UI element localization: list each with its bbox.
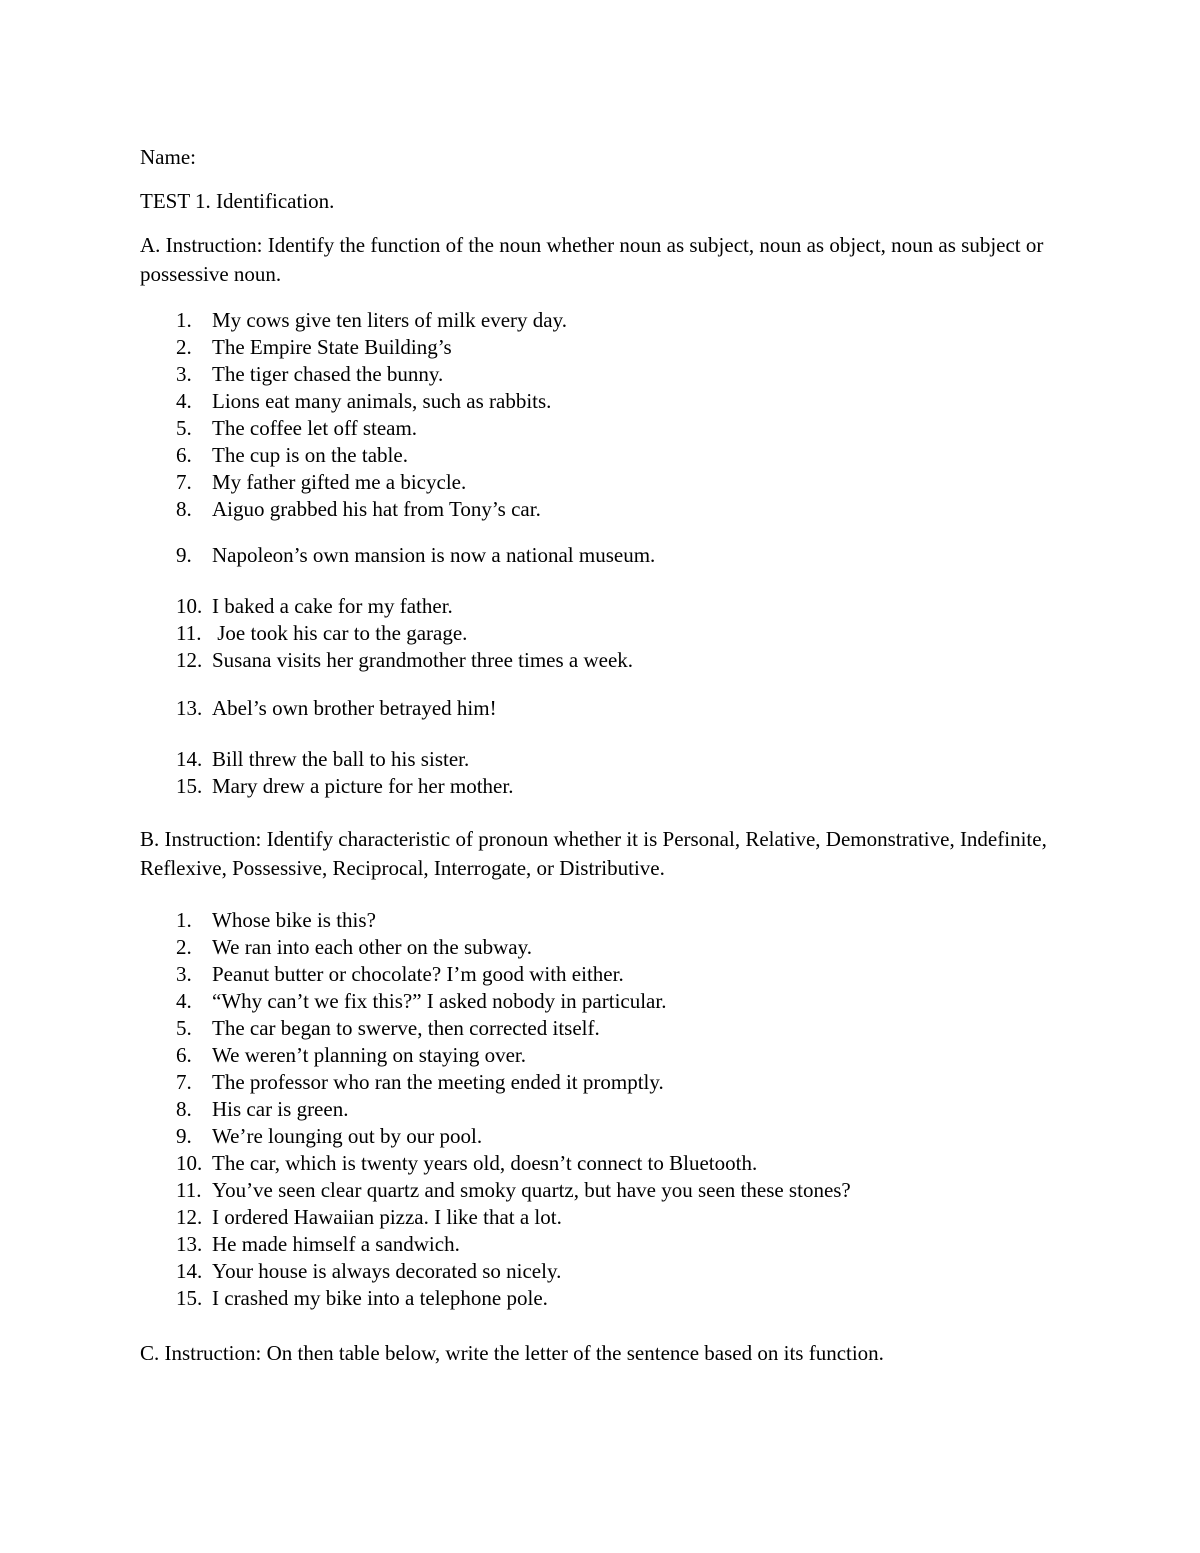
list-item xyxy=(176,1015,600,1042)
item-number: 15. xyxy=(176,774,203,798)
item-number: 14. xyxy=(176,747,203,771)
item-number: 5. xyxy=(176,416,192,440)
list-item xyxy=(176,1096,348,1123)
item-text: Peanut butter or chocolate? I’m good with either. xyxy=(212,962,624,986)
name-label: Name: xyxy=(140,145,196,169)
item-text: The professor who ran the meeting ended it promptly. xyxy=(212,1070,664,1094)
list-item xyxy=(176,934,532,961)
list-item xyxy=(176,746,469,773)
item-number: 14. xyxy=(176,1259,203,1283)
item-text: We weren’t planning on staying over. xyxy=(212,1043,527,1067)
item-text: Joe took his car to the garage. xyxy=(212,621,468,645)
list-item xyxy=(176,1204,562,1231)
list-item xyxy=(176,773,513,800)
item-text: His car is green. xyxy=(212,1097,349,1121)
item-text: Napoleon’s own mansion is now a national museum. xyxy=(212,543,656,567)
item-number: 12. xyxy=(176,648,203,672)
item-number: 9. xyxy=(176,1124,192,1148)
item-number: 7. xyxy=(176,1070,192,1094)
item-number: 11. xyxy=(176,1178,202,1202)
list-item xyxy=(176,647,633,674)
list-item xyxy=(176,988,666,1015)
list-item xyxy=(176,961,624,988)
list-item xyxy=(176,1231,460,1258)
list-item xyxy=(176,620,467,647)
item-number: 2. xyxy=(176,935,192,959)
item-number: 7. xyxy=(176,470,192,494)
item-number: 5. xyxy=(176,1016,192,1040)
item-number: 15. xyxy=(176,1286,203,1310)
item-number: 4. xyxy=(176,389,192,413)
list-item xyxy=(176,469,466,496)
item-text: Abel’s own brother betrayed him! xyxy=(212,696,497,720)
item-number: 10. xyxy=(176,594,203,618)
list-item xyxy=(176,1177,851,1204)
item-number: 1. xyxy=(176,908,192,932)
item-number: 6. xyxy=(176,443,192,467)
section-b-instruction: B. Instruction: Identify characteristic of pronoun whether it is Personal, Relative, Demonstrative, Indefinite, Reflexive, Possessive, Reciprocal, Interrogate, or Distributive. xyxy=(140,827,1047,880)
item-text: The tiger chased the bunny. xyxy=(212,362,444,386)
list-item xyxy=(176,388,551,415)
item-number: 4. xyxy=(176,989,192,1013)
item-number: 6. xyxy=(176,1043,192,1067)
item-text: Your house is always decorated so nicely. xyxy=(212,1259,562,1283)
list-item xyxy=(176,1258,561,1285)
item-text: The coffee let off steam. xyxy=(212,416,418,440)
item-text: My father gifted me a bicycle. xyxy=(212,470,467,494)
item-text: The Empire State Building’s xyxy=(212,335,452,359)
item-number: 10. xyxy=(176,1151,203,1175)
item-number: 12. xyxy=(176,1205,203,1229)
item-text: Lions eat many animals, such as rabbits. xyxy=(212,389,552,413)
item-number: 8. xyxy=(176,1097,192,1121)
item-number: 8. xyxy=(176,497,192,521)
list-item xyxy=(176,1123,482,1150)
item-text: He made himself a sandwich. xyxy=(212,1232,460,1256)
item-text: Mary drew a picture for her mother. xyxy=(212,774,514,798)
list-item xyxy=(176,695,497,722)
list-item xyxy=(176,542,655,569)
item-number: 11. xyxy=(176,621,202,645)
list-item xyxy=(176,307,567,334)
item-number: 13. xyxy=(176,696,203,720)
item-text: The cup is on the table. xyxy=(212,443,408,467)
item-text: Whose bike is this? xyxy=(212,908,376,932)
list-item xyxy=(176,1150,757,1177)
item-text: I crashed my bike into a telephone pole. xyxy=(212,1286,548,1310)
item-text: Aiguo grabbed his hat from Tony’s car. xyxy=(212,497,541,521)
list-item xyxy=(176,334,452,361)
item-text: Susana visits her grandmother three times a week. xyxy=(212,648,634,672)
item-number: 13. xyxy=(176,1232,203,1256)
item-number: 1. xyxy=(176,308,192,332)
item-number: 3. xyxy=(176,962,192,986)
item-text: Bill threw the ball to his sister. xyxy=(212,747,470,771)
list-item xyxy=(176,496,541,523)
item-number: 9. xyxy=(176,543,192,567)
item-text: “Why can’t we fix this?” I asked nobody in particular. xyxy=(212,989,667,1013)
item-text: I ordered Hawaiian pizza. I like that a lot. xyxy=(212,1205,562,1229)
item-text: You’ve seen clear quartz and smoky quartz, but have you seen these stones? xyxy=(212,1178,851,1202)
item-text: The car, which is twenty years old, doesn’t connect to Bluetooth. xyxy=(212,1151,758,1175)
list-item xyxy=(176,1285,548,1312)
list-item xyxy=(176,361,443,388)
item-number: 2. xyxy=(176,335,192,359)
list-item xyxy=(176,1069,664,1096)
list-item xyxy=(176,442,408,469)
item-text: My cows give ten liters of milk every day. xyxy=(212,308,567,332)
list-item xyxy=(176,415,417,442)
test-title: TEST 1. Identification. xyxy=(140,189,335,213)
section-c-instruction: C. Instruction: On then table below, write the letter of the sentence based on its function. xyxy=(140,1341,884,1365)
item-text: We ran into each other on the subway. xyxy=(212,935,533,959)
list-item xyxy=(176,593,453,620)
item-text: We’re lounging out by our pool. xyxy=(212,1124,483,1148)
item-text: The car began to swerve, then corrected itself. xyxy=(212,1016,600,1040)
list-item xyxy=(176,1042,526,1069)
section-a-instruction: A. Instruction: Identify the function of the noun whether noun as subject, noun as object, noun as subject or possessive noun. xyxy=(140,233,1044,286)
item-text: I baked a cake for my father. xyxy=(212,594,453,618)
list-item xyxy=(176,907,376,934)
item-number: 3. xyxy=(176,362,192,386)
